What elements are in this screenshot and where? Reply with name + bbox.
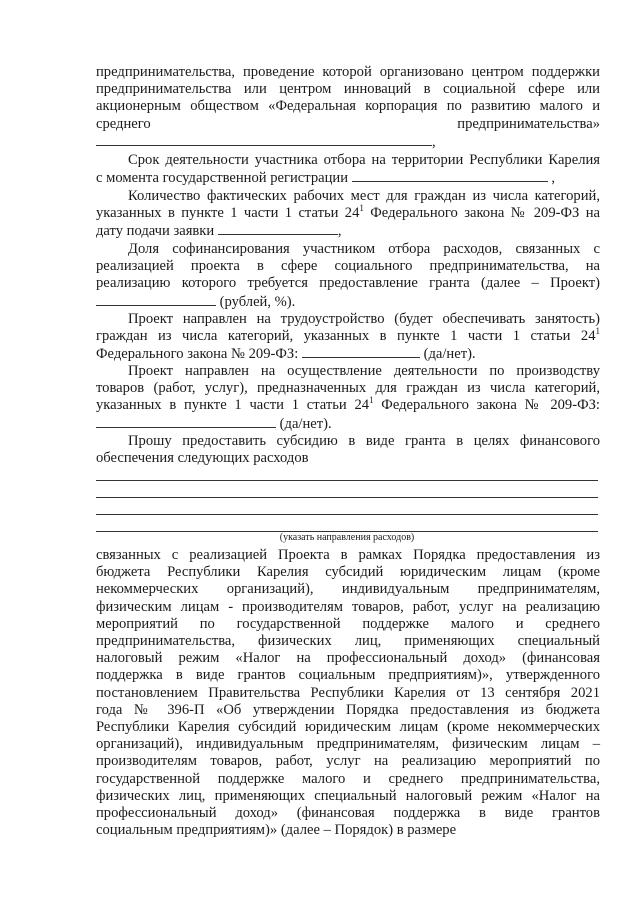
share-blank[interactable]: [96, 293, 216, 306]
text-line: обеспечения следующих расходов: [96, 450, 309, 467]
production-paragraph: [96, 363, 600, 433]
text-line: предпринимательства или центром инноваций в социальной сфере или: [96, 81, 600, 98]
text-line: Республики Карелия субсидий юридическим лицам (кроме некоммерческих: [96, 719, 600, 736]
text-line: Прошу предоставить субсидию в виде гранта в целях финансового: [128, 433, 600, 449]
text-line: физическим лицам - производителям товаров, работ, услуг на реализацию: [96, 598, 600, 615]
text-line: (рублей, %).: [96, 293, 600, 311]
share-paragraph: [96, 241, 600, 311]
text-line: Доля софинансирования участником отбора расходов, связанных с: [128, 241, 600, 257]
text-line: Проект направлен на трудоустройство (будет обеспечивать занятость): [128, 311, 600, 327]
text-line: государственной поддержке малого и среднего предпринимательства,: [96, 770, 600, 787]
term-blank[interactable]: [352, 169, 548, 182]
employment-paragraph: [96, 311, 600, 364]
text-line: мероприятий по государственной поддержке малого и среднего: [96, 615, 600, 632]
text-line: реализацию которого требуется предоставление гранта (далее – Проект): [96, 275, 600, 292]
text-line: предпринимательства, физических лиц, применяющих специальный: [96, 633, 600, 650]
employment-blank[interactable]: [302, 345, 420, 358]
text-line: среднего предпринимательства»: [96, 115, 600, 132]
text-line: Количество фактических рабочих мест для граждан из числа категорий,: [128, 188, 600, 204]
text-line: поддержка в виде грантов социальным предприятиям)», утвержденного: [96, 667, 600, 684]
text-line: связанных с реализацией Проекта в рамках Порядка предоставления из: [96, 547, 600, 563]
jobs-paragraph: [96, 188, 600, 241]
text-line: социальным предприятиям)» (далее – Порядок) в размере: [96, 822, 457, 839]
text-line: Срок деятельности участника отбора на территории Республики Карелия: [128, 152, 600, 168]
intro-paragraph: [96, 64, 600, 151]
production-blank[interactable]: [96, 415, 276, 428]
text-line: товаров (работ, услуг), предназначенных для граждан из числа категорий,: [96, 380, 600, 397]
expenses-hint: (указать направления расходов): [279, 532, 415, 543]
text-line: акционерным обществом «Федеральная корпорация по развитию малого и: [96, 98, 600, 115]
text-line: профессиональный доход» (финансовая поддержка в виде грантов: [96, 805, 600, 822]
blank-fill-line[interactable]: ,: [96, 133, 600, 151]
text-line: указанных в пункте 1 части 1 статьи $24^1$ Федерального закона № 209-ФЗ на: [96, 203, 600, 222]
text-line: (да/нет).: [96, 415, 600, 433]
text-line: производителям товаров, работ, услуг на реализацию мероприятий по: [96, 753, 600, 770]
text-line: предпринимательства, проведение которой организовано центром поддержки: [96, 64, 600, 80]
text-line: года № 396-П «Об утверждении Порядка предоставления из бюджета: [96, 701, 600, 718]
text-line: Проект направлен на осуществление деятельности по производству: [128, 363, 600, 379]
expenses-blank-line[interactable]: [96, 514, 598, 515]
text-line: налоговый режим «Налог на профессиональный доход» (финансовая: [96, 650, 600, 667]
term-paragraph: [96, 152, 600, 187]
text-line: Федерального закона № 209-ФЗ: (да/нет).: [96, 346, 476, 363]
jobs-blank[interactable]: [218, 222, 338, 235]
expenses-blank-line[interactable]: [96, 497, 598, 498]
text-line: бюджета Республики Карелия субсидий юридическим лицам (кроме: [96, 564, 600, 581]
text-line: реализацией проекта в сфере социального предпринимательства, на: [96, 258, 600, 275]
request-paragraph: [96, 433, 600, 467]
final-paragraph: [96, 547, 600, 839]
text-line: дату подачи заявки ,: [96, 223, 342, 240]
text-line: указанных в пункте 1 части 1 статьи $24^1$ Федерального закона № 209-ФЗ:: [96, 395, 600, 414]
text-line: граждан из числа категорий, указанных в пункте 1 части 1 статьи $24^1$: [96, 326, 600, 345]
text-line: физических лиц, применяющих специальный налоговый режим «Налог на: [96, 787, 600, 804]
text-line: организаций), индивидуальным предпринимателям, физическим лицам –: [96, 736, 600, 753]
expenses-blank-line[interactable]: [96, 480, 598, 481]
text-line: постановлением Правительства Республики Карелия от 13 сентября 2021: [96, 684, 600, 701]
text-line: некоммерческих организаций), индивидуальным предпринимателям,: [96, 581, 600, 598]
text-line: с момента государственной регистрации ,: [96, 170, 556, 187]
